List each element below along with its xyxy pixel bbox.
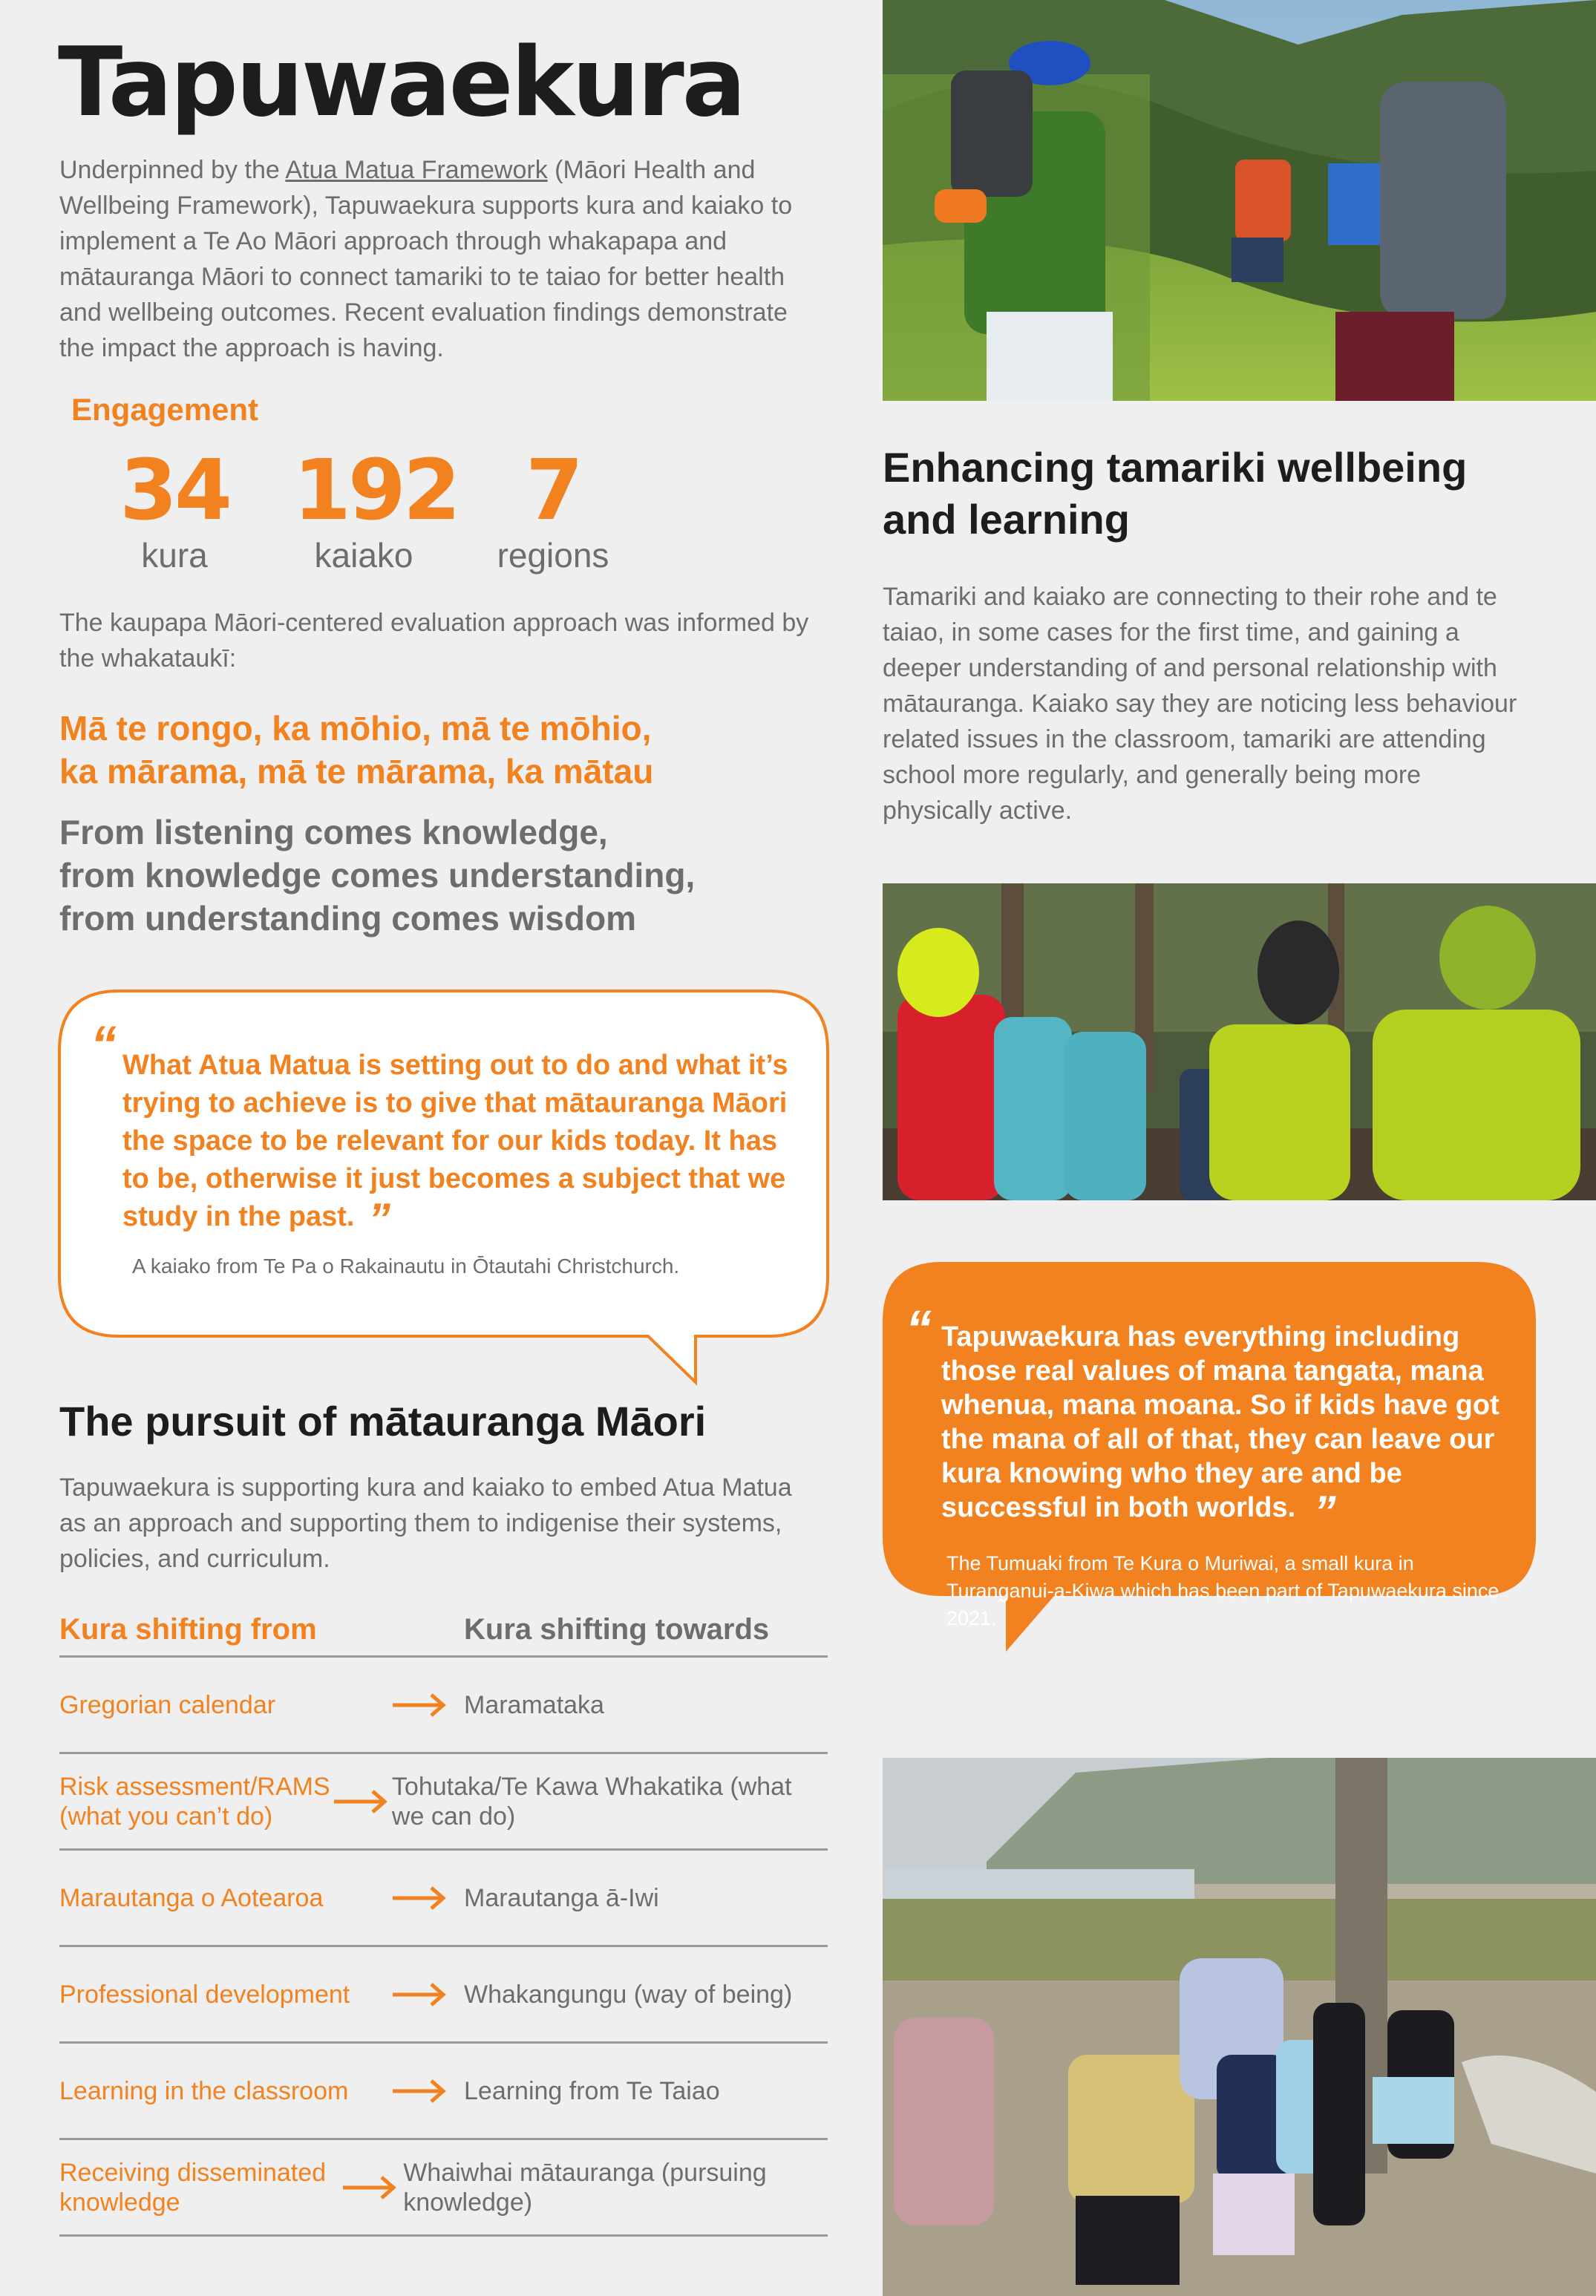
row-to: Whakangungu (way of being) xyxy=(464,1980,793,2009)
arrow-right-icon xyxy=(340,2173,403,2202)
evaluation-paragraph: The kaupapa Māori-centered evaluation approach was informed by the whakataukī: xyxy=(59,609,809,673)
row-to: Learning from Te Taiao xyxy=(464,2076,720,2105)
translation-line: from understanding comes wisdom xyxy=(59,899,636,938)
open-quote-icon: “ xyxy=(91,1015,117,1073)
translation-line: from knowledge comes understanding, xyxy=(59,856,696,894)
row-from: Receiving disseminated knowledge xyxy=(59,2158,327,2217)
arrow-right-icon xyxy=(331,1787,392,1816)
stat-label: kura xyxy=(141,536,208,575)
row-to: Marautanga ā-Iwi xyxy=(464,1883,659,1912)
intro-prefix: Underpinned by the xyxy=(59,156,286,184)
close-quote-icon: ” xyxy=(1313,1487,1336,1537)
close-quote-icon: ” xyxy=(368,1194,391,1244)
whakatauki-line: ka mārama, mā te mārama, ka mātau xyxy=(59,752,654,791)
row-to: Tohutaka/Te Kawa Whakatika (what we can do) xyxy=(391,1772,792,1831)
section-title-enhancing: Enhancing tamariki wellbeing and learning xyxy=(883,444,1468,543)
row-from: Learning in the classroom xyxy=(59,2076,349,2105)
pursuit-paragraph: Tapuwaekura is supporting kura and kaiako to embed Atua Matua as an approach and supporting them to indigenise their systems, policies, and curriculum. xyxy=(59,1474,792,1573)
row-from: Risk assessment/RAMS (what you can’t do) xyxy=(59,1772,330,1831)
table-row xyxy=(59,2140,828,2237)
intro-suffix: (Māori Health and Wellbeing Framework), Tapuwaekura supports kura and kaiako to implement a Te Ao Māori approach through whakapapa and mātauranga Māori to connect tamariki to te taiao for better health and wellbeing outcomes. Recent evaluation findings demonstrate the impact the approach is having. xyxy=(59,156,793,362)
stat-value: 192 xyxy=(293,442,458,539)
quote-text xyxy=(941,1320,1505,1537)
row-to: Whaiwhai mātauranga (pursuing knowledge) xyxy=(403,2158,767,2217)
section-title-pursuit: The pursuit of mātauranga Māori xyxy=(59,1398,707,1445)
table-row xyxy=(59,2044,828,2140)
stat-label: regions xyxy=(497,536,609,575)
page-title: Tapuwaekura xyxy=(58,27,745,138)
engagement-label: Engagement xyxy=(71,392,259,427)
header-towards: Kura shifting towards xyxy=(464,1612,770,1646)
atua-matua-framework-link[interactable]: Atua Matua Framework xyxy=(285,156,548,184)
arrow-right-icon xyxy=(390,1883,464,1913)
open-quote-icon: “ xyxy=(906,1300,932,1358)
table-row xyxy=(59,1851,828,1947)
row-from: Professional development xyxy=(59,1980,350,2009)
row-to: Maramataka xyxy=(464,1690,604,1719)
row-from: Marautanga o Aotearoa xyxy=(59,1883,324,1912)
translation-line: From listening comes knowledge, xyxy=(59,813,608,851)
quote-body: What Atua Matua is setting out to do and what it’s trying to achieve is to give that mātauranga Māori the space to be relevant for our kids today. It has to be, otherwise it just becomes a subject that we study in the past. xyxy=(122,1050,788,1232)
quote-body: Tapuwaekura has everything including those real values of mana tangata, mana whenua, mana moana. So if kids have got the mana of all of that, they can leave our kura knowing who they are and be successful in both worlds. xyxy=(941,1321,1499,1523)
quote-attribution: A kaiako from Te Pa o Rakainautu in Ōtautahi Christchurch. xyxy=(132,1255,680,1278)
row-from: Gregorian calendar xyxy=(59,1690,276,1719)
stat-label: kaiako xyxy=(314,536,413,575)
stat-value: 7 xyxy=(526,442,580,539)
whakatauki-line: Mā te rongo, ka mōhio, mā te mōhio, xyxy=(59,709,652,748)
stat-value: 34 xyxy=(120,442,229,539)
table-row xyxy=(59,1947,828,2044)
header-from: Kura shifting from xyxy=(59,1612,317,1646)
quote-attribution: The Tumuaki from Te Kura o Muriwai, a small kura in Turanganui-a-Kiwa which has been part of Tapuwaekura since 2021. xyxy=(946,1552,1499,1629)
arrow-right-icon xyxy=(390,1980,464,2009)
enhancing-paragraph: Tamariki and kaiako are connecting to their rohe and te taiao, in some cases for the first time, and gaining a deeper understanding of and personal relationship with mātauranga. Kaiako say they are noticing less behaviour related issues in the classroom, tamariki are attending school more regularly, and generally being more physically active. xyxy=(883,583,1517,825)
arrow-right-icon xyxy=(390,2076,464,2106)
photo-tamariki-beach xyxy=(883,1758,1596,2296)
